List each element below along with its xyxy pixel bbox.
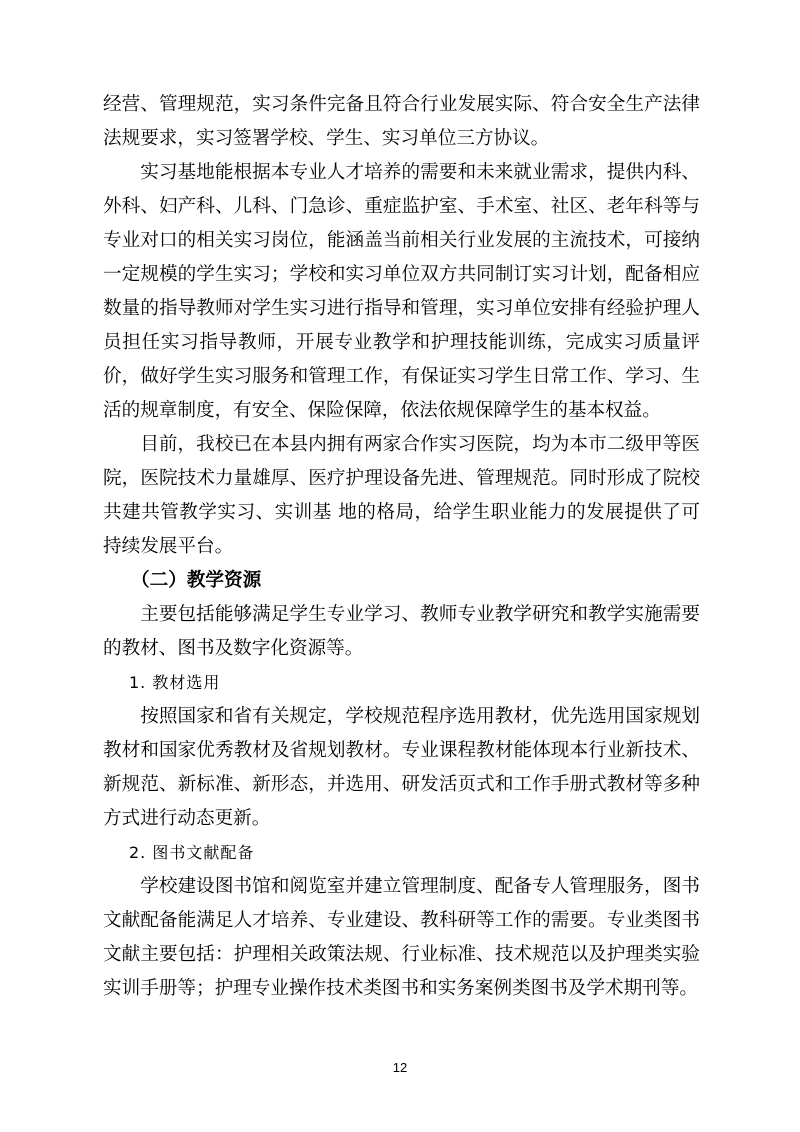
subheading-textbook-selection: 1. 教材选用	[129, 673, 221, 692]
paragraph-library-resources: 学校建设图书馆和阅览室并建立管理制度、配备专人管理服务，图书文献配备能满足人才培养、专业建设、教科研等工作的需要。专业类图书文献主要包括：护理相关政策法规、行业标准、技术规范以及护理类实验实训手册等；护理专业操作技术类图书和实务案例类图书及学术期刊等。	[103, 876, 700, 999]
paragraph-partner-hospitals: 目前，我校已在本县内拥有两家合作实习医院，均为本市二级甲等医院，医院技术力量雄厚、医疗护理设备先进、管理规范。同时形成了院校共建共管教学实习、实训基 地的格局，给学生职业能力的发展提供了可持续发展平台。	[103, 434, 700, 557]
paragraph-internship-conditions: 经营、管理规范，实习条件完备且符合行业发展实际、符合安全生产法律法规要求，实习签署学校、学生、实习单位三方协议。	[103, 94, 700, 149]
subheading-library-resources: 2. 图书文献配备	[129, 843, 255, 862]
section-heading-teaching-resources: （二）教学资源	[131, 570, 262, 591]
document-body	[103, 88, 700, 1006]
paragraph-internship-base: 实习基地能根据本专业人才培养的需要和未来就业需求，提供内科、外科、妇产科、儿科、门急诊、重症监护室、手术室、社区、老年科等与专业对口的相关实习岗位，能涵盖当前相关行业发展的主流技术，可接纳一定规模的学生实习；学校和实习单位双方共同制订实习计划，配备相应数量的指导教师对学生实习进行指导和管理，实习单位安排有经验护理人员担任实习指导教师，开展专业教学和护理技能训练，完成实习质量评价，做好学生实习服务和管理工作，有保证实习学生日常工作、学习、生活的规章制度，有安全、保险保障，依法依规保障学生的基本权益。	[103, 162, 700, 421]
page-number: 12	[392, 1060, 408, 1075]
paragraph-textbook-selection: 按照国家和省有关规定，学校规范程序选用教材，优先选用国家规划教材和国家优秀教材及省规划教材。专业课程教材能体现本行业新技术、新规范、新标准、新形态，并选用、研发活页式和工作手册式教材等多种方式进行动态更新。	[103, 706, 700, 829]
paragraph-resources-intro: 主要包括能够满足学生专业学习、教师专业教学研究和教学实施需要的教材、图书及数字化资源等。	[103, 604, 700, 659]
